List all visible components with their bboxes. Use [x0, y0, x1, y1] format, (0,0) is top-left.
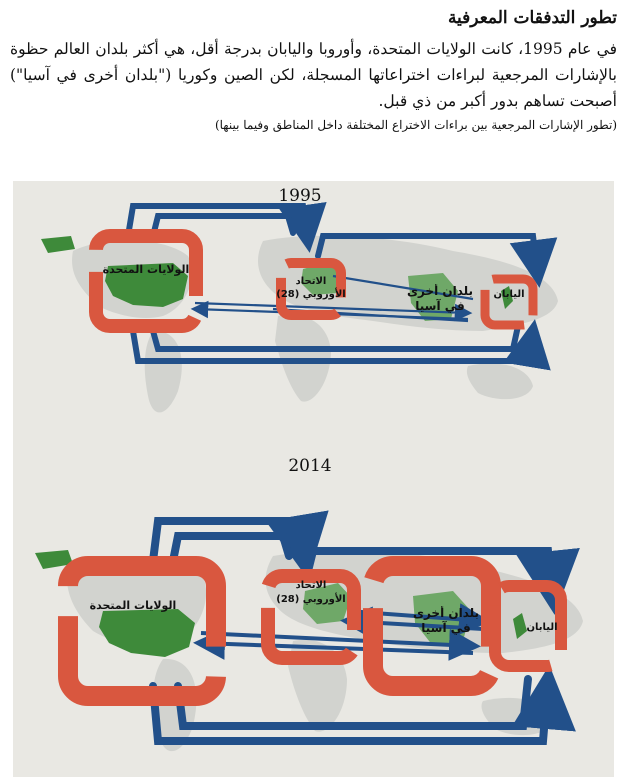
year-label-2014: 2014	[288, 456, 332, 476]
flow-diagram-svg	[13, 181, 614, 777]
knowledge-flow-figure	[13, 181, 614, 777]
label-asia-1995: بلدان أخرى في آسيا	[406, 284, 474, 313]
label-eu-2014: الاتحاد الأوروبي (28)	[276, 580, 346, 605]
label-eu-1995-wrap	[275, 275, 347, 327]
figure-caption: (تطور الإشارات المرجعية بين براءات الاختراع المختلفة داخل المناطق وفيما بينها)	[214, 118, 617, 132]
label-japan-1995: اليابان	[493, 289, 525, 300]
article-text	[10, 6, 617, 134]
label-asia-2014: بلدان أخرى في آسيا	[412, 606, 480, 635]
label-eu-1995: الاتحاد الأوروبي (28)	[276, 276, 346, 300]
label-japan-2014: اليابان	[526, 622, 558, 633]
body-paragraph: في عام 1995، كانت الولايات المتحدة، وأوروبا واليابان بدرجة أقل، هي أكثر بلدان العالم حظوة بالإشارات المرجعية لبراءات اختراعاتها المسجلة، لكن الصين وكوريا ("بلدان أخرى في آسيا") أصبحت تساهم بدور أكبر من ذي قبل.	[10, 40, 617, 110]
label-us-1995: الولايات المتحدة	[102, 263, 190, 276]
label-us-2014: الولايات المتحدة	[89, 599, 177, 612]
label-asia-2014-wrap	[411, 606, 481, 658]
label-asia-1995-wrap	[405, 284, 475, 336]
year-label-1995: 1995	[278, 186, 322, 206]
section-heading: تطور التدفقات المعرفية	[447, 8, 617, 28]
label-eu-2014-wrap	[275, 579, 347, 639]
